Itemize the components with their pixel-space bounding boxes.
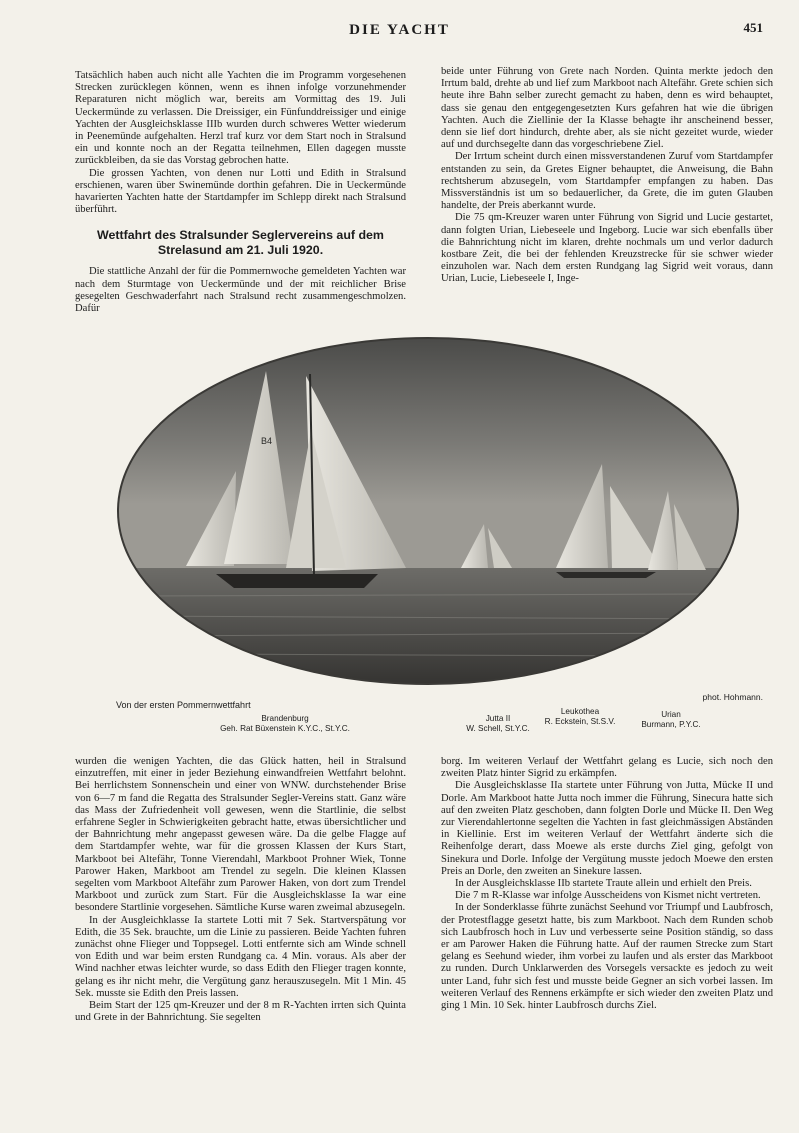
paragraph: Tatsächlich haben auch nicht alle Yachten die im Programm vorgesehenen Strecken zurücklegen können, wenn es ihnen infolge vorzunehmender Reparaturen nicht möglich war, bereits am Vormittag des 19. Juli Ueckermünde zu verlassen. Die Dreissiger, ein Fünfunddreissiger und einige Yachten der Ausgleichsklasse IIIb wurden durch schweres Wetter wiederum in Peenemünde aufgehalten. Herzl traf kurz vor dem Start noch in Stralsund ein und konnte noch an der Regatta teilnehmen, Ellen dagegen musste zurückbleiben, da sie das Vorstag gebrochen hatte. [75,70,406,167]
paragraph: borg. Im weiteren Verlauf der Wettfahrt gelang es Lucie, sich noch den zweiten Platz hinter Sigrid zu erkämpfen. [441,756,773,780]
boat-name: Urian [661,710,681,719]
section-heading: Wettfahrt des Stralsunder Seglervereins auf dem Strelasund am 21. Juli 1920. [97,228,384,258]
paragraph: Die grossen Yachten, von denen nur Lotti und Edith in Stralsund erschienen, waren über Swinemünde dorthin gefahren. Die in Ueckermünde havarierten Yachten hatte der Startdampfer im Schlepp direkt nach Stralsund überführt. [75,167,406,216]
boat-name: Leukothea [560,707,600,716]
oval-photo [116,336,740,686]
right-column-bottom [441,756,773,1012]
paragraph: In der Sonderklasse führte zunächst Seehund vor Triumpf und Laubfrosch, der Protestflagge gesetzt hatte, bis zum Markboot. Nach dem Runden schob sich Laubfrosch hoch in Luv und verbesserte seine Position ständig, so dass er am Parower Haken die Führung hatte. Auf der raumen Strecke zum Start gelang es Seehund wieder, ihm vorbei zu laufen und als erster das Markboot zu runden. Durch Unklarwerden des Vorsegels versackte es jedoch zu weit unter Land, fuhr sich fest und musste beide Gegner an sich vorbei lassen. Im weiteren Verlauf des Rennens erkämpfte er sich wieder den zweiten Platz und ging 1 Min. 10 Sek. hinter Laubfrosch durchs Ziel. [441,902,773,1012]
paragraph: Die 7 m R-Klasse war infolge Ausscheidens von Kismet nicht vertreten. [455,890,761,902]
paragraph: Beim Start der 125 qm-Kreuzer und der 8 m R-Yachten irrten sich Quinta und Grete in der Bahnrichtung. Sie segelten [75,1000,406,1024]
left-column-top [75,70,406,315]
boat-owner: W. Schell, St.Y.C. [466,724,530,733]
boat-owner: Geh. Rat Büxenstein K.Y.C., St.Y.C. [220,724,350,733]
paragraph: Die 75 qm-Kreuzer waren unter Führung von Sigrid und Lucie gestartet, dann folgten Urian, Liebeseele und Ingeborg. Lucie war sich ebenfalls über die Bahnrichtung nicht im klaren, drehte nochmals um und verlor dadurch kostbare Zeit, die bei der fehlenden Kreuzstrecke für sie schwer wieder einzuholen war. Nach dem ersten Rundgang lag Sigrid weit voraus, dann Urian, Lucie, Liebeseele I, Inge- [441,212,773,285]
boat-name: Brandenburg [261,714,309,723]
paragraph: beide unter Führung von Grete nach Norden. Quinta merkte jedoch den Irrtum bald, drehte ab und lief zum Markboot nach Altefähr. Grete schien sich heute ihre Bahn selber zurecht gemacht zu haben, denn es wird behauptet, dass sie genau den entgegengesetzten Kurs gefahren hat wie die übrigen Yachten. Auch die Ziellinie der Ia Klasse behagte ihr anscheinend besser, denn sie lief dort hindurch, drehte aber, als sie nicht gezeitet wurde, wieder auf und durchsegelte dann das vorgeschriebene Ziel. [441,66,773,151]
paragraph: In der Ausgleichklasse Ia startete Lotti mit 7 Sek. Startverspätung vor Edith, die 35 Sek. brauchte, um die Linie zu passieren. Beide Yachten fuhren zunächst ohne Flieger und Toppsegel. Lotti entfernte sich am Winde schnell von Edith und war beim ersten Rundgang ca. 4 Min. voraus. Als aber der Wind nachher etwas leichter wurde, so dass Edith den Flieger tragen konnte, gelang es ihr nicht mehr, die Vergütung ganz herauszusegeln. Mit 1 Min. 45 Sek. musste sie Edith den Preis lassen. [75,914,406,999]
page-number: 451 [743,20,763,35]
sail-number: B4 [261,436,273,446]
running-head: DIE YACHT [349,22,450,38]
boat-owner: R. Eckstein, St.S.V. [544,717,616,726]
paragraph: Die Ausgleichsklasse IIa startete unter Führung von Jutta, Mücke II und Dorle. Am Markboot hatte Jutta noch immer die Führung, Sinecura hatte sich auf den zweiten Platz geschoben, dann folgten Dorle und Mücke II. Den Weg zur Vierendahlertonne segelten die Yachten in fast gleichmässigen Abständen in Kiellinie. Erst im weiteren Verlauf der Wettfahrt änderte sich die Reihenfolge derart, dass Moewe als erste durchs Ziel ging, gefolgt von Sinekura und Dorle. Infolge der Vergütung musste jedoch Moewe den ersten Preis an Dorle, den zweiten an Sinekure lassen. [441,780,773,877]
regatta-photograph [116,336,740,686]
paragraph: wurden die wenigen Yachten, die das Glück hatten, heil in Stralsund einzutreffen, mit einer in jeder Beziehung einwandfreien Wettfahrt belohnt. Bei herrlichstem Sonnenschein und einer von WNW. durchstehender Brise von 6—7 m fand die Regatta des Stralsunder Segler-Vereins statt. Ganz wäre das Mass der Zufriedenheit voll gewesen, wenn die Startlinie, die selbst erfahrene Segler in Schwierigkeiten gebracht hatte, etwas übersichtlicher und der Bahnrichtung mehr angepasst gewesen wäre. Da die gelbe Flagge auf dem Startdampfer wehte, war für die grossen Klassen der Kurs Start, Markboot bei Altefähr, Tonne Vierendahl, Markboot Prohner Wiek, Tonne Parower Haken, Markboot am Trendel zu segeln. Die kleinen Klassen segelten vom Markboot Altefähr zum Parower Haken, von dort zum Trendel Markboot und zurück zum Start. Für die Ausgleichsklasse Ia war eine besondere Startlinie vorgesehen. Sämtliche Kurse waren zweimal abzusegeln. [75,756,406,914]
right-column-top [441,66,773,286]
boat-label-brandenburg [200,714,370,734]
paragraph: In der Ausgleichsklasse IIb startete Traute allein und erhielt den Preis. [455,878,752,890]
left-column-bottom [75,756,406,1024]
boat-label-urian [596,710,746,730]
boat-owner: Burmann, P.Y.C. [641,720,701,729]
paragraph: Der Irrtum scheint durch einen missverstandenen Zuruf vom Startdampfer entstanden zu sein, da Gretes Eigner behauptet, die Anweisung, die Bahn rechtsherum abzusegeln, vom Startdampfer empfangen zu haben. Das Missverständnis ist um so bedauerlicher, da Grete, die im guten Glauben handelte, der Preis aberkannt wurde. [441,151,773,212]
photo-credit: phot. Hohmann. [702,692,763,702]
figure-caption: Von der ersten Pommernwettfahrt [116,700,251,710]
boat-name: Jutta II [485,714,511,723]
paragraph: Die stattliche Anzahl der für die Pommernwoche gemeldeten Yachten war nach dem Sturmtage von Ueckermünde und der mit reichlicher Brise gesegelten Geschwaderfahrt nach Stralsund recht zusammengeschmolzen. Dafür [75,266,406,315]
